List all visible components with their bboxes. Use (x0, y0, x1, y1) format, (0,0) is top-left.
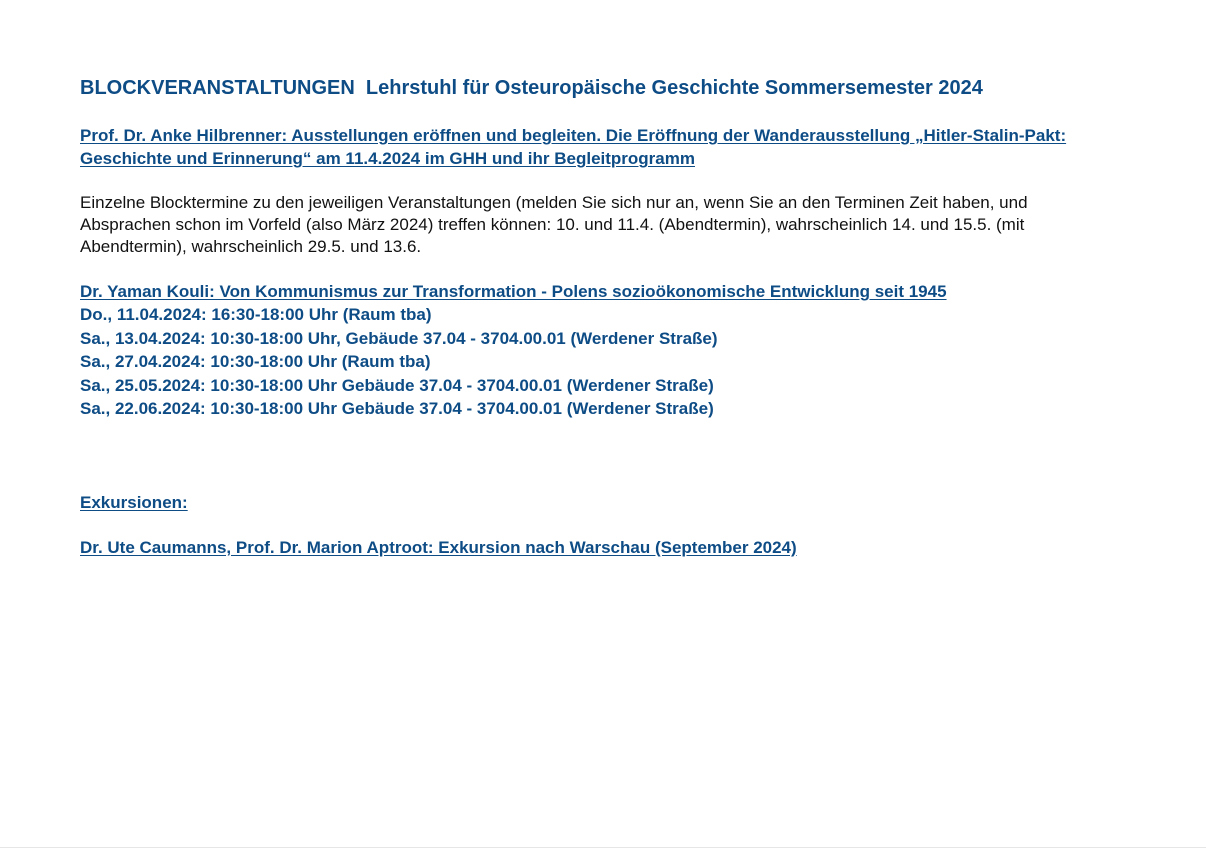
kouli-course-link[interactable]: Dr. Yaman Kouli: Von Kommunismus zur Transformation - Polens sozioökonomische Entwicklung seit 1945 (80, 282, 947, 301)
section-exkursionen (80, 491, 1120, 559)
date-item: Do., 11.04.2024: 16:30-18:00 Uhr (Raum tba) (80, 305, 432, 324)
exkursionen-heading-link[interactable]: Exkursionen: (80, 492, 188, 512)
exkursion-warschau-link[interactable]: Dr. Ute Caumanns, Prof. Dr. Marion Aptroot: Exkursion nach Warschau (September 2024) (80, 537, 797, 557)
page-title: BLOCKVERANSTALTUNGEN Lehrstuhl für Osteuropäische Geschichte Sommersemester 2024 (80, 77, 983, 99)
hilbrenner-course-link[interactable]: Prof. Dr. Anke Hilbrenner: Ausstellungen eröffnen und begleiten. Die Eröffnung der Wanderausstellung „Hitler-Stalin-Pakt: Geschichte und Erinnerung“ am 11.4.2024 im GHH und ihr Begleitprogramm (80, 126, 1067, 168)
date-item: Sa., 22.06.2024: 10:30-18:00 Uhr Gebäude 37.04 - 3704.00.01 (Werdener Straße) (80, 399, 714, 418)
section-hilbrenner (80, 124, 1120, 258)
section-kouli (80, 280, 1120, 421)
document-page (80, 76, 1120, 559)
section-spacer (80, 421, 1120, 491)
date-item: Sa., 25.05.2024: 10:30-18:00 Uhr Gebäude 37.04 - 3704.00.01 (Werdener Straße) (80, 375, 714, 395)
hilbrenner-description: Einzelne Blocktermine zu den jeweiligen Veranstaltungen (melden Sie sich nur an, wenn Sie an den Terminen Zeit haben, und Absprachen schon im Vorfeld (also März 2024) treffen können: 10. und 11.4. (Abendtermin), wahrscheinlich 14. und 15.5. (mit Abendtermin), wahrscheinlich 29.5. und 13.6. (80, 193, 1028, 256)
kouli-dates-list (80, 303, 1120, 421)
date-item: Sa., 27.04.2024: 10:30-18:00 Uhr (Raum tba) (80, 352, 431, 371)
date-item: Sa., 13.04.2024: 10:30-18:00 Uhr, Gebäude 37.04 - 3704.00.01 (Werdener Straße) (80, 328, 718, 348)
